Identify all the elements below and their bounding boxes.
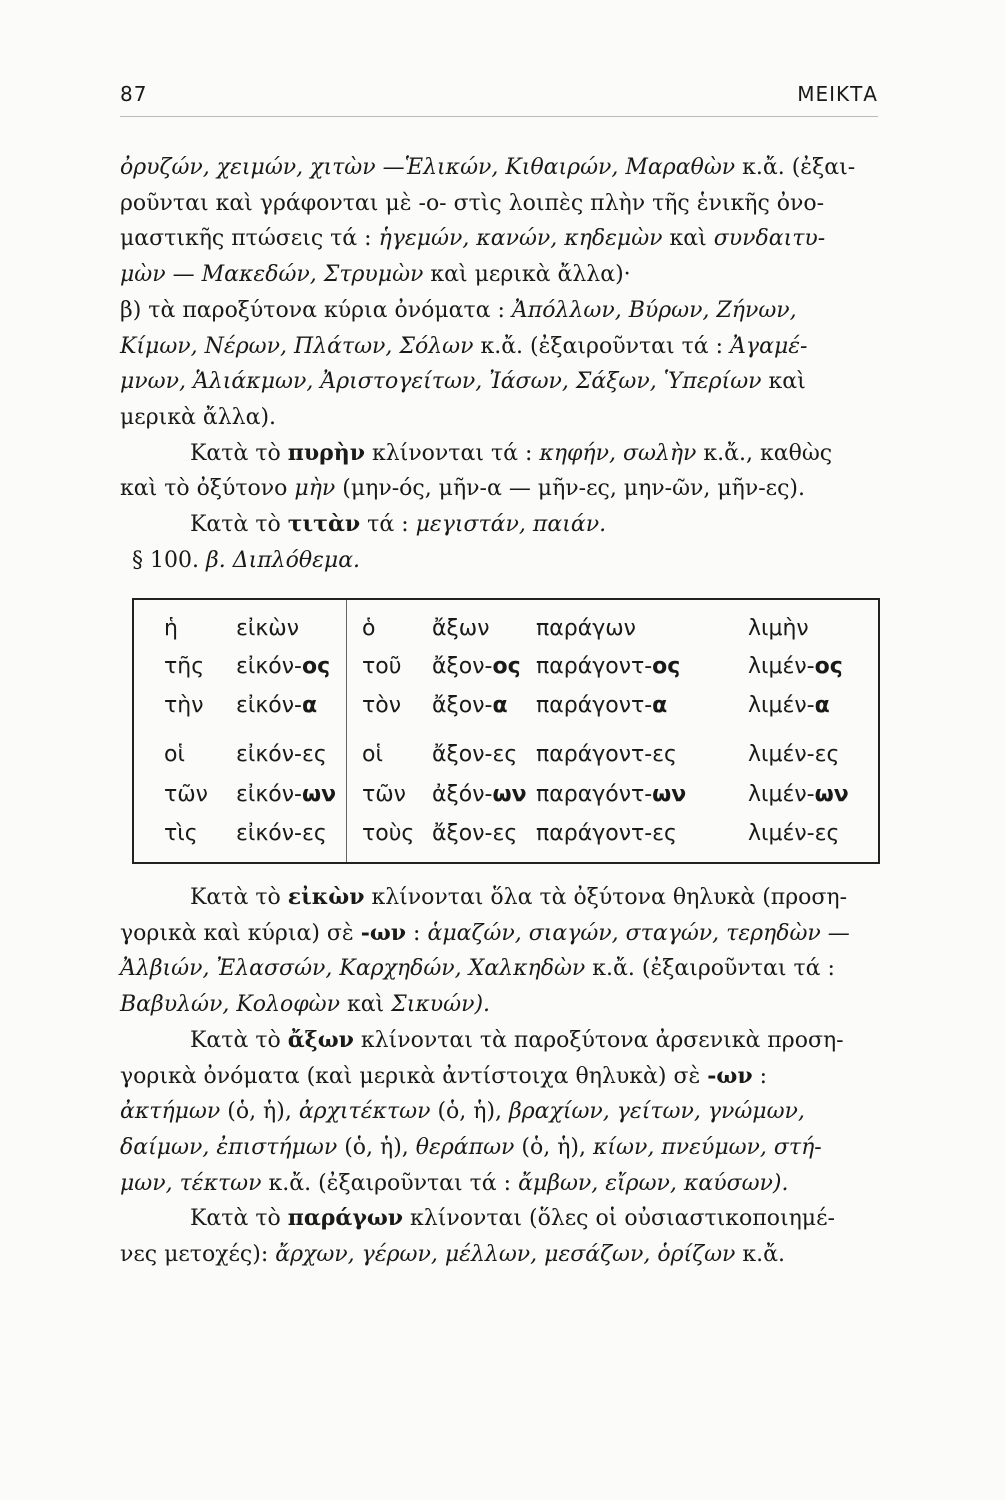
text-span: Κίμων, Νέρων, Πλάτων, Σόλων <box>120 333 474 359</box>
text-span: Σικυών). <box>391 992 491 1018</box>
text-span: Κατὰ τὸ <box>190 1206 288 1232</box>
text-span: § 100. <box>132 547 206 573</box>
text-span: βραχίων, γείτων, γνώμων, <box>509 1099 805 1125</box>
stem: παραγόντ- <box>536 782 653 807</box>
text-span: Κατὰ τὸ <box>190 885 288 910</box>
stem: λιμέν- <box>748 654 815 679</box>
ending: ος <box>652 654 681 679</box>
text-span: κλίνονται τά : <box>365 440 540 466</box>
text-line <box>120 150 878 186</box>
table-cell <box>432 693 508 718</box>
text-span: συνδαιτυ- <box>713 226 826 252</box>
text-line <box>120 257 878 293</box>
table-cell: τὶς <box>164 821 198 846</box>
table-cell: εἰκὼν <box>236 616 300 641</box>
text-span: Ἀλβιών, Ἐλασσών, Καρχηδών, Χαλκηδὼν <box>120 956 586 982</box>
text-line <box>120 221 878 257</box>
text-span: κ.ἄ. <box>735 1242 785 1268</box>
ending: ος <box>492 654 521 679</box>
text-span: μὼν — Μακεδών, Στρυμὼν <box>120 262 424 288</box>
stem: παράγοντ- <box>536 654 653 679</box>
text-line <box>120 1237 878 1273</box>
table-cell: τὴν <box>164 693 204 718</box>
text-span: β) τὰ παροξύτονα κύρια ὀνόματα : <box>120 297 512 323</box>
ending: α <box>492 693 508 718</box>
text-span: ἁμαζών, σιαγών, σταγών, τερηδὼν — <box>427 920 850 946</box>
ending: ων <box>652 782 687 807</box>
text-span: μαστικῆς πτώσεις τά : <box>120 226 379 252</box>
text-span: τιτὰν <box>287 511 361 538</box>
text-line: μερικὰ ἄλλα). <box>120 404 277 430</box>
table-cell <box>748 693 830 718</box>
text-span: παράγων <box>287 1205 404 1232</box>
text-span: γορικὰ καὶ κύρια) σὲ <box>120 920 361 946</box>
text-line <box>120 880 878 916</box>
text-line <box>120 1059 878 1095</box>
text-line <box>120 293 878 329</box>
text-span: κίων, πνεύμων, στή- <box>592 1134 822 1160</box>
running-title: ΜΕΙΚΤΑ <box>797 82 878 106</box>
stem: ἄξον- <box>432 654 493 679</box>
table-cell <box>748 782 849 807</box>
stem: λιμέν- <box>748 693 815 718</box>
text-span: (ὁ, ἡ), <box>514 1134 593 1160</box>
page-header <box>120 82 878 110</box>
table-cell: παράγοντ-ες <box>536 821 677 846</box>
ending: ων <box>814 782 849 807</box>
ending: α <box>652 693 668 718</box>
text-line <box>120 507 878 543</box>
text-span: -ων <box>707 1062 753 1089</box>
text-span: καὶ τὸ ὀξύτονο <box>120 476 295 502</box>
table-cell: οἱ <box>164 742 185 767</box>
ending: α <box>814 693 830 718</box>
table-cell: ἡ <box>164 616 178 641</box>
text-span: πυρὴν <box>287 439 365 466</box>
ending: ων <box>492 782 527 807</box>
text-span: γορικὰ ὀνόματα (καὶ μερικὰ ἀντίστοιχα θηλυκὰ) σὲ <box>120 1063 708 1089</box>
stem: εἰκόν- <box>236 654 302 679</box>
text-span: κ.ἄ. (ἐξαιροῦνται τά : <box>585 956 835 982</box>
text-line <box>120 951 878 987</box>
text-span: Ἀπόλλων, Βύρων, Ζήνων, <box>511 297 797 323</box>
table-cell: ὁ <box>362 616 376 641</box>
table-cell: λιμὴν <box>748 616 809 641</box>
text-span: ἡγεμών, κανών, κηδεμὼν <box>378 226 663 252</box>
table-cell: ἄξων <box>432 616 490 641</box>
table-cell: τοῦ <box>362 654 402 679</box>
text-line <box>120 987 878 1023</box>
header-rule <box>120 116 878 117</box>
text-span: κ.ἄ. (ἐξαι- <box>735 155 856 180</box>
table-cell <box>236 782 336 807</box>
text-span: μνων, Ἁλιάκμων, Ἀριστογείτων, Ἰάσων, Σάξων, Ὑπερίων <box>120 369 762 395</box>
stem: εἰκόν- <box>236 782 302 807</box>
text-span: Κατὰ τὸ <box>190 512 288 538</box>
text-line <box>120 1023 878 1059</box>
ending: ος <box>814 654 843 679</box>
text-line <box>120 471 878 507</box>
text-span: Κατὰ τὸ <box>190 1027 288 1053</box>
text-span: νες μετοχές): <box>120 1242 276 1268</box>
table-cell: οἱ <box>362 742 383 767</box>
text-span: ἄρχων, γέρων, μέλλων, μεσάζων, ὁρίζων <box>275 1242 736 1268</box>
text-line <box>120 364 878 400</box>
table-cell: τοὺς <box>362 821 415 846</box>
table-cell: ἄξον-ες <box>432 742 518 767</box>
text-span: Κατὰ τὸ <box>190 440 288 466</box>
text-span: εἰκὼν <box>287 884 365 910</box>
text-line <box>120 1166 878 1202</box>
table-cell <box>432 782 527 807</box>
text-span: ἄμβων, εἴρων, καύσων). <box>518 1170 789 1196</box>
text-span: καὶ <box>761 369 806 395</box>
table-cell <box>536 782 686 807</box>
text-span: κλίνονται ὅλα τὰ ὀξύτονα θηλυκὰ (προση- <box>364 885 848 910</box>
text-span: κλίνονται (ὅλες οἱ οὐσιαστικοποιημέ- <box>403 1206 835 1232</box>
text-span: θεράπων <box>415 1134 515 1160</box>
text-span: : <box>406 920 428 946</box>
section-heading <box>120 543 878 579</box>
ending: α <box>302 693 318 718</box>
text-span: β. Διπλόθεμα. <box>205 547 361 573</box>
text-line <box>120 1201 878 1237</box>
text-line <box>120 1094 878 1130</box>
text-line <box>120 436 878 472</box>
text-line <box>120 916 878 952</box>
stem: παράγοντ- <box>536 693 653 718</box>
table-cell: τῶν <box>362 782 406 807</box>
table-cell <box>536 693 667 718</box>
text-span: ἄξων <box>287 1026 354 1053</box>
table-cell <box>236 654 330 679</box>
column-divider <box>346 600 347 862</box>
stem: λιμέν- <box>748 782 815 807</box>
text-span: ὀρυζών, χειμών, χιτὼν —Ἑλικών, Κιθαιρών, Μαραθὼν <box>120 155 736 180</box>
text-span: -ων <box>360 919 407 946</box>
stem: ἄξον- <box>432 693 493 718</box>
text-span: (μην-ός, μῆν-α — μῆν-ες, μην-ῶν, μῆν-ες). <box>335 476 805 502</box>
text-span: καὶ <box>662 226 714 252</box>
text-span: Βαβυλών, Κολοφὼν <box>120 992 340 1018</box>
table-cell: παράγων <box>536 616 636 641</box>
text-span: (ὁ, ἡ), <box>337 1134 416 1160</box>
text-span: ἀρχιτέκτων <box>298 1099 431 1125</box>
text-span: τά : <box>360 512 416 538</box>
text-span: κηφήν, σωλὴν <box>539 440 697 466</box>
text-span: κ.ἄ., καθὼς <box>696 440 833 466</box>
text-line <box>120 329 878 365</box>
stem: ἀξόν- <box>432 782 493 807</box>
text-span: δαίμων, ἐπιστήμων <box>120 1134 338 1160</box>
text-span: (ὁ, ἡ), <box>220 1099 299 1125</box>
table-cell <box>536 654 680 679</box>
text-span: καὶ <box>339 992 392 1018</box>
text-span: μων, τέκτων <box>120 1170 262 1196</box>
table-cell: τὸν <box>362 693 401 718</box>
text-span: καὶ μερικὰ ἄλλα)· <box>423 262 631 288</box>
ending: ων <box>302 782 337 807</box>
table-cell: εἰκόν-ες <box>236 821 327 846</box>
text-span: μεγιστάν, παιάν. <box>415 512 607 538</box>
text-line <box>120 1130 878 1166</box>
ending: ος <box>302 654 331 679</box>
declension-table <box>132 598 880 864</box>
table-cell: λιμέν-ες <box>748 821 840 846</box>
text-line: ροῦνται καὶ γράφονται μὲ -ο- στὶς λοιπὲς πλὴν τῆς ἑνικῆς ὀνο- <box>120 190 825 216</box>
page-number: 87 <box>120 82 148 106</box>
text-span: κλίνονται τὰ παροξύτονα ἀρσενικὰ προση- <box>353 1027 844 1053</box>
text-span: : <box>752 1063 768 1089</box>
text-span: (ὁ, ἡ), <box>430 1099 510 1125</box>
table-cell: ἄξον-ες <box>432 821 518 846</box>
stem: εἰκόν- <box>236 693 302 718</box>
table-cell <box>748 654 843 679</box>
table-cell: λιμέν-ες <box>748 742 840 767</box>
table-cell <box>432 654 521 679</box>
text-span: Ἀγαμέ- <box>730 333 808 359</box>
table-cell: εἰκόν-ες <box>236 742 327 767</box>
paragraph-bottom <box>120 880 878 1273</box>
table-cell <box>236 693 317 718</box>
table-cell: τῆς <box>164 654 205 679</box>
text-span: κ.ἄ. (ἐξαιροῦνται τά : <box>473 333 731 359</box>
paragraph-top <box>120 150 878 578</box>
text-span: κ.ἄ. (ἐξαιροῦνται τά : <box>261 1170 519 1196</box>
text-span: μὴν <box>294 476 336 502</box>
table-cell: παράγοντ-ες <box>536 742 677 767</box>
text-span: ἀκτήμων <box>120 1099 221 1125</box>
table-cell: τῶν <box>164 782 208 807</box>
